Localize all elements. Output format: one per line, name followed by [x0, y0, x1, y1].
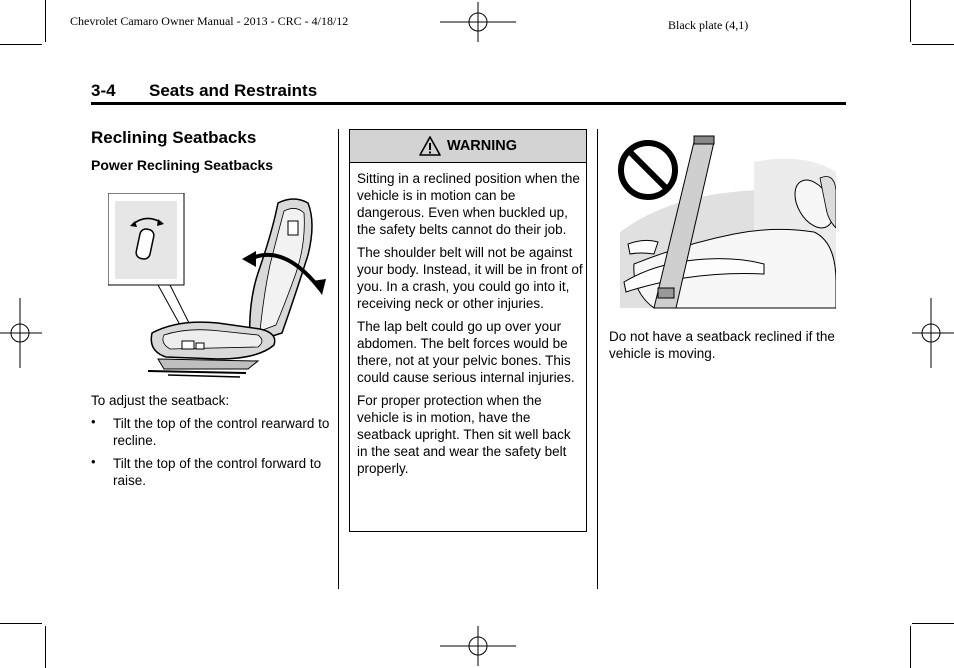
registration-mark-top	[440, 2, 516, 42]
list-item	[91, 415, 331, 449]
crop-mark	[0, 44, 42, 45]
print-header-left: Chevrolet Camaro Owner Manual - 2013 - CRC - 4/18/12	[70, 14, 349, 28]
section-number: 3-4	[91, 81, 116, 100]
warning-paragraph: For proper protection when the vehicle is in motion, have the seatback upright. Then sit well back in the seat and wear the safety belt properly.	[357, 393, 571, 476]
list-item-text: Tilt the top of the control forward to raise.	[113, 456, 322, 488]
crop-mark	[910, 0, 911, 42]
crop-mark	[0, 623, 42, 624]
warning-paragraph: Sitting in a reclined position when the vehicle is in motion can be dangerous. Even when buckled up, the safety belts cannot do their job.	[357, 171, 580, 237]
crop-mark	[45, 0, 46, 42]
list-item	[91, 455, 331, 489]
instructions-intro: To adjust the seatback:	[91, 393, 230, 408]
page-subheading: Power Reclining Seatbacks	[91, 157, 274, 173]
bullet-icon: •	[91, 414, 96, 429]
registration-mark-right	[912, 298, 954, 368]
page-heading: Reclining Seatbacks	[91, 128, 257, 147]
reclined-occupant-illustration	[614, 132, 836, 310]
warning-box	[349, 129, 587, 532]
warning-header	[350, 130, 586, 163]
section-rule	[91, 102, 846, 105]
list-item-text: Tilt the top of the control rearward to recline.	[113, 416, 330, 448]
registration-mark-left	[0, 298, 42, 368]
seat-control-illustration	[108, 193, 330, 378]
crop-mark	[910, 626, 911, 668]
crop-mark	[45, 626, 46, 668]
warning-paragraph: The lap belt could go up over your abdomen. The belt forces would be there, not at your pelvic bones. This could cause serious internal injuries.	[357, 319, 575, 385]
bullet-icon: •	[91, 454, 96, 469]
warning-paragraph: The shoulder belt will not be against your body. Instead, it will be in front of you. In a crash, you could go into it, receiving neck or other injuries.	[357, 245, 583, 311]
column-divider	[338, 129, 339, 589]
print-header-right: Black plate (4,1)	[668, 18, 749, 32]
column-divider	[597, 129, 598, 589]
warning-title: WARNING	[446, 138, 518, 154]
instructions-list	[91, 415, 331, 495]
warning-body	[357, 170, 583, 483]
section-title: Seats and Restraints	[149, 81, 318, 100]
crop-mark	[912, 44, 954, 45]
illustration-caption: Do not have a seatback reclined if the vehicle is moving.	[609, 329, 835, 361]
warning-icon	[419, 136, 441, 156]
registration-mark-bottom	[440, 626, 516, 666]
crop-mark	[912, 623, 954, 624]
